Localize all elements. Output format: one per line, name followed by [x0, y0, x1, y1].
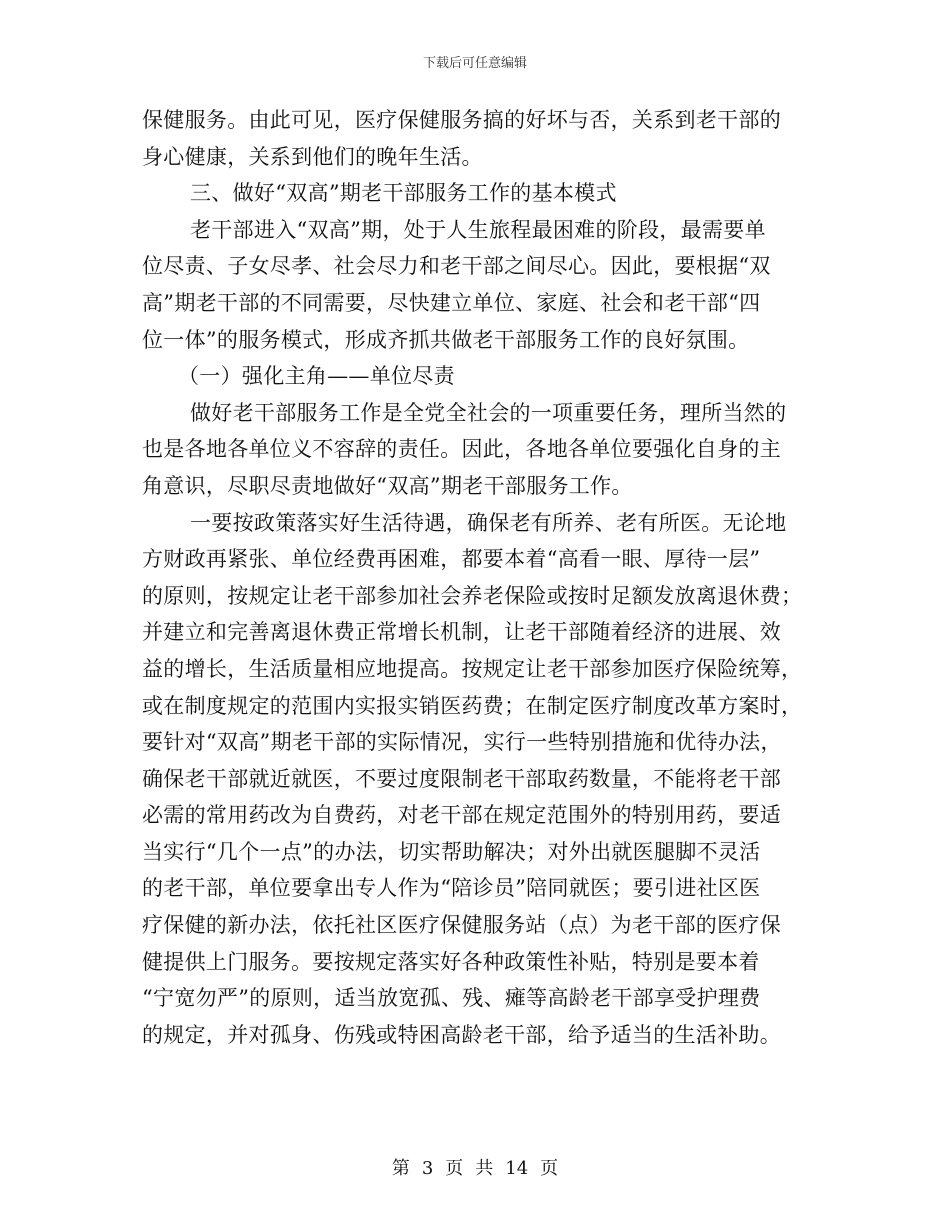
- text-line: 身心健康，关系到他们的晚年生活。: [142, 144, 483, 169]
- text-line: 的原则，按规定让老干部参加社会养老保险或按时足额发放离退休费；: [142, 583, 803, 608]
- text-line: 益的增长，生活质量相应地提高。按规定让老干部参加医疗保险统筹，: [142, 656, 803, 681]
- text-line: 老干部进入“双高”期，处于人生旅程最困难的阶段，最需要单: [190, 217, 766, 242]
- text-line: 当实行“几个一点”的办法，切实帮助解决；对外出就医腿脚不灵活: [142, 839, 761, 864]
- text-line: 也是各地各单位义不容辞的责任。因此，各地各单位要强化自身的主: [142, 437, 781, 462]
- document-body: [142, 102, 808, 1053]
- text-line: 并建立和完善离退休费正常增长机制，让老干部随着经济的进展、效: [142, 620, 781, 645]
- text-line: 保健服务。由此可见，医疗保健服务搞的好坏与否，关系到老干部的: [142, 108, 781, 132]
- text-line: 疗保健的新办法，依托社区医疗保健服务站（点）为老干部的医疗保: [142, 913, 781, 938]
- text-line: 位一体”的服务模式，形成齐抓共做老干部服务工作的良好氛围。: [142, 327, 750, 352]
- text-line: 的规定，并对孤身、伤残或特困高龄老干部，给予适当的生活补助。: [142, 1022, 781, 1047]
- text-line: “宁宽勿严”的原则，适当放宽孤、残、瘫等高龄老干部享受护理费: [142, 986, 761, 1011]
- text-line: 确保老干部就近就医，不要过度限制老干部取药数量，不能将老干部: [142, 766, 781, 791]
- text-line: 做好老干部服务工作是全党全社会的一项重要任务，理所当然的: [190, 400, 787, 425]
- footer-label-end: 页: [540, 1158, 559, 1179]
- footer-label-of: 页: [445, 1158, 464, 1179]
- text-line: 的老干部，单位要拿出专人作为“陪诊员”陪同就医；要引进社区医: [142, 876, 761, 901]
- text-line: 角意识，尽职尽责地做好“双高”期老干部服务工作。: [142, 473, 633, 498]
- page-header: 下载后可任意编辑: [422, 56, 527, 71]
- current-page-number: 3: [421, 1158, 434, 1179]
- text-line: 健提供上门服务。要按规定落实好各种政策性补贴，特别是要本着: [142, 949, 760, 974]
- total-pages-number: 14: [505, 1158, 529, 1179]
- page-footer: [0, 1154, 950, 1180]
- text-line: 位尽责、子女尽孝、社会尽力和老干部之间尽心。因此，要根据“双: [142, 254, 771, 279]
- text-line: 必需的常用药改为自费药，对老干部在规定范围外的特别用药，要适: [142, 803, 781, 828]
- footer-label-total: 共: [475, 1158, 494, 1179]
- text-line: 方财政再紧张、单位经费再困难，都要本着“高看一眼、厚待一层”: [142, 547, 761, 572]
- section-heading: 三、做好“双高”期老干部服务工作的基本模式: [190, 181, 617, 206]
- text-line: 一要按政策落实好生活待遇，确保老有所养、老有所医。无论地: [190, 510, 787, 535]
- text-line: 或在制度规定的范围内实报实销医药费；在制定医疗制度改革方案时，: [142, 693, 803, 718]
- text-line: 要针对“双高”期老干部的实际情况，实行一些特别措施和优待办法，: [142, 730, 782, 755]
- footer-label-page: 第: [391, 1158, 410, 1179]
- subsection-heading: （一）强化主角——单位尽责: [178, 364, 455, 389]
- text-line: 高”期老干部的不同需要，尽快建立单位、家庭、社会和老干部“四: [142, 290, 761, 315]
